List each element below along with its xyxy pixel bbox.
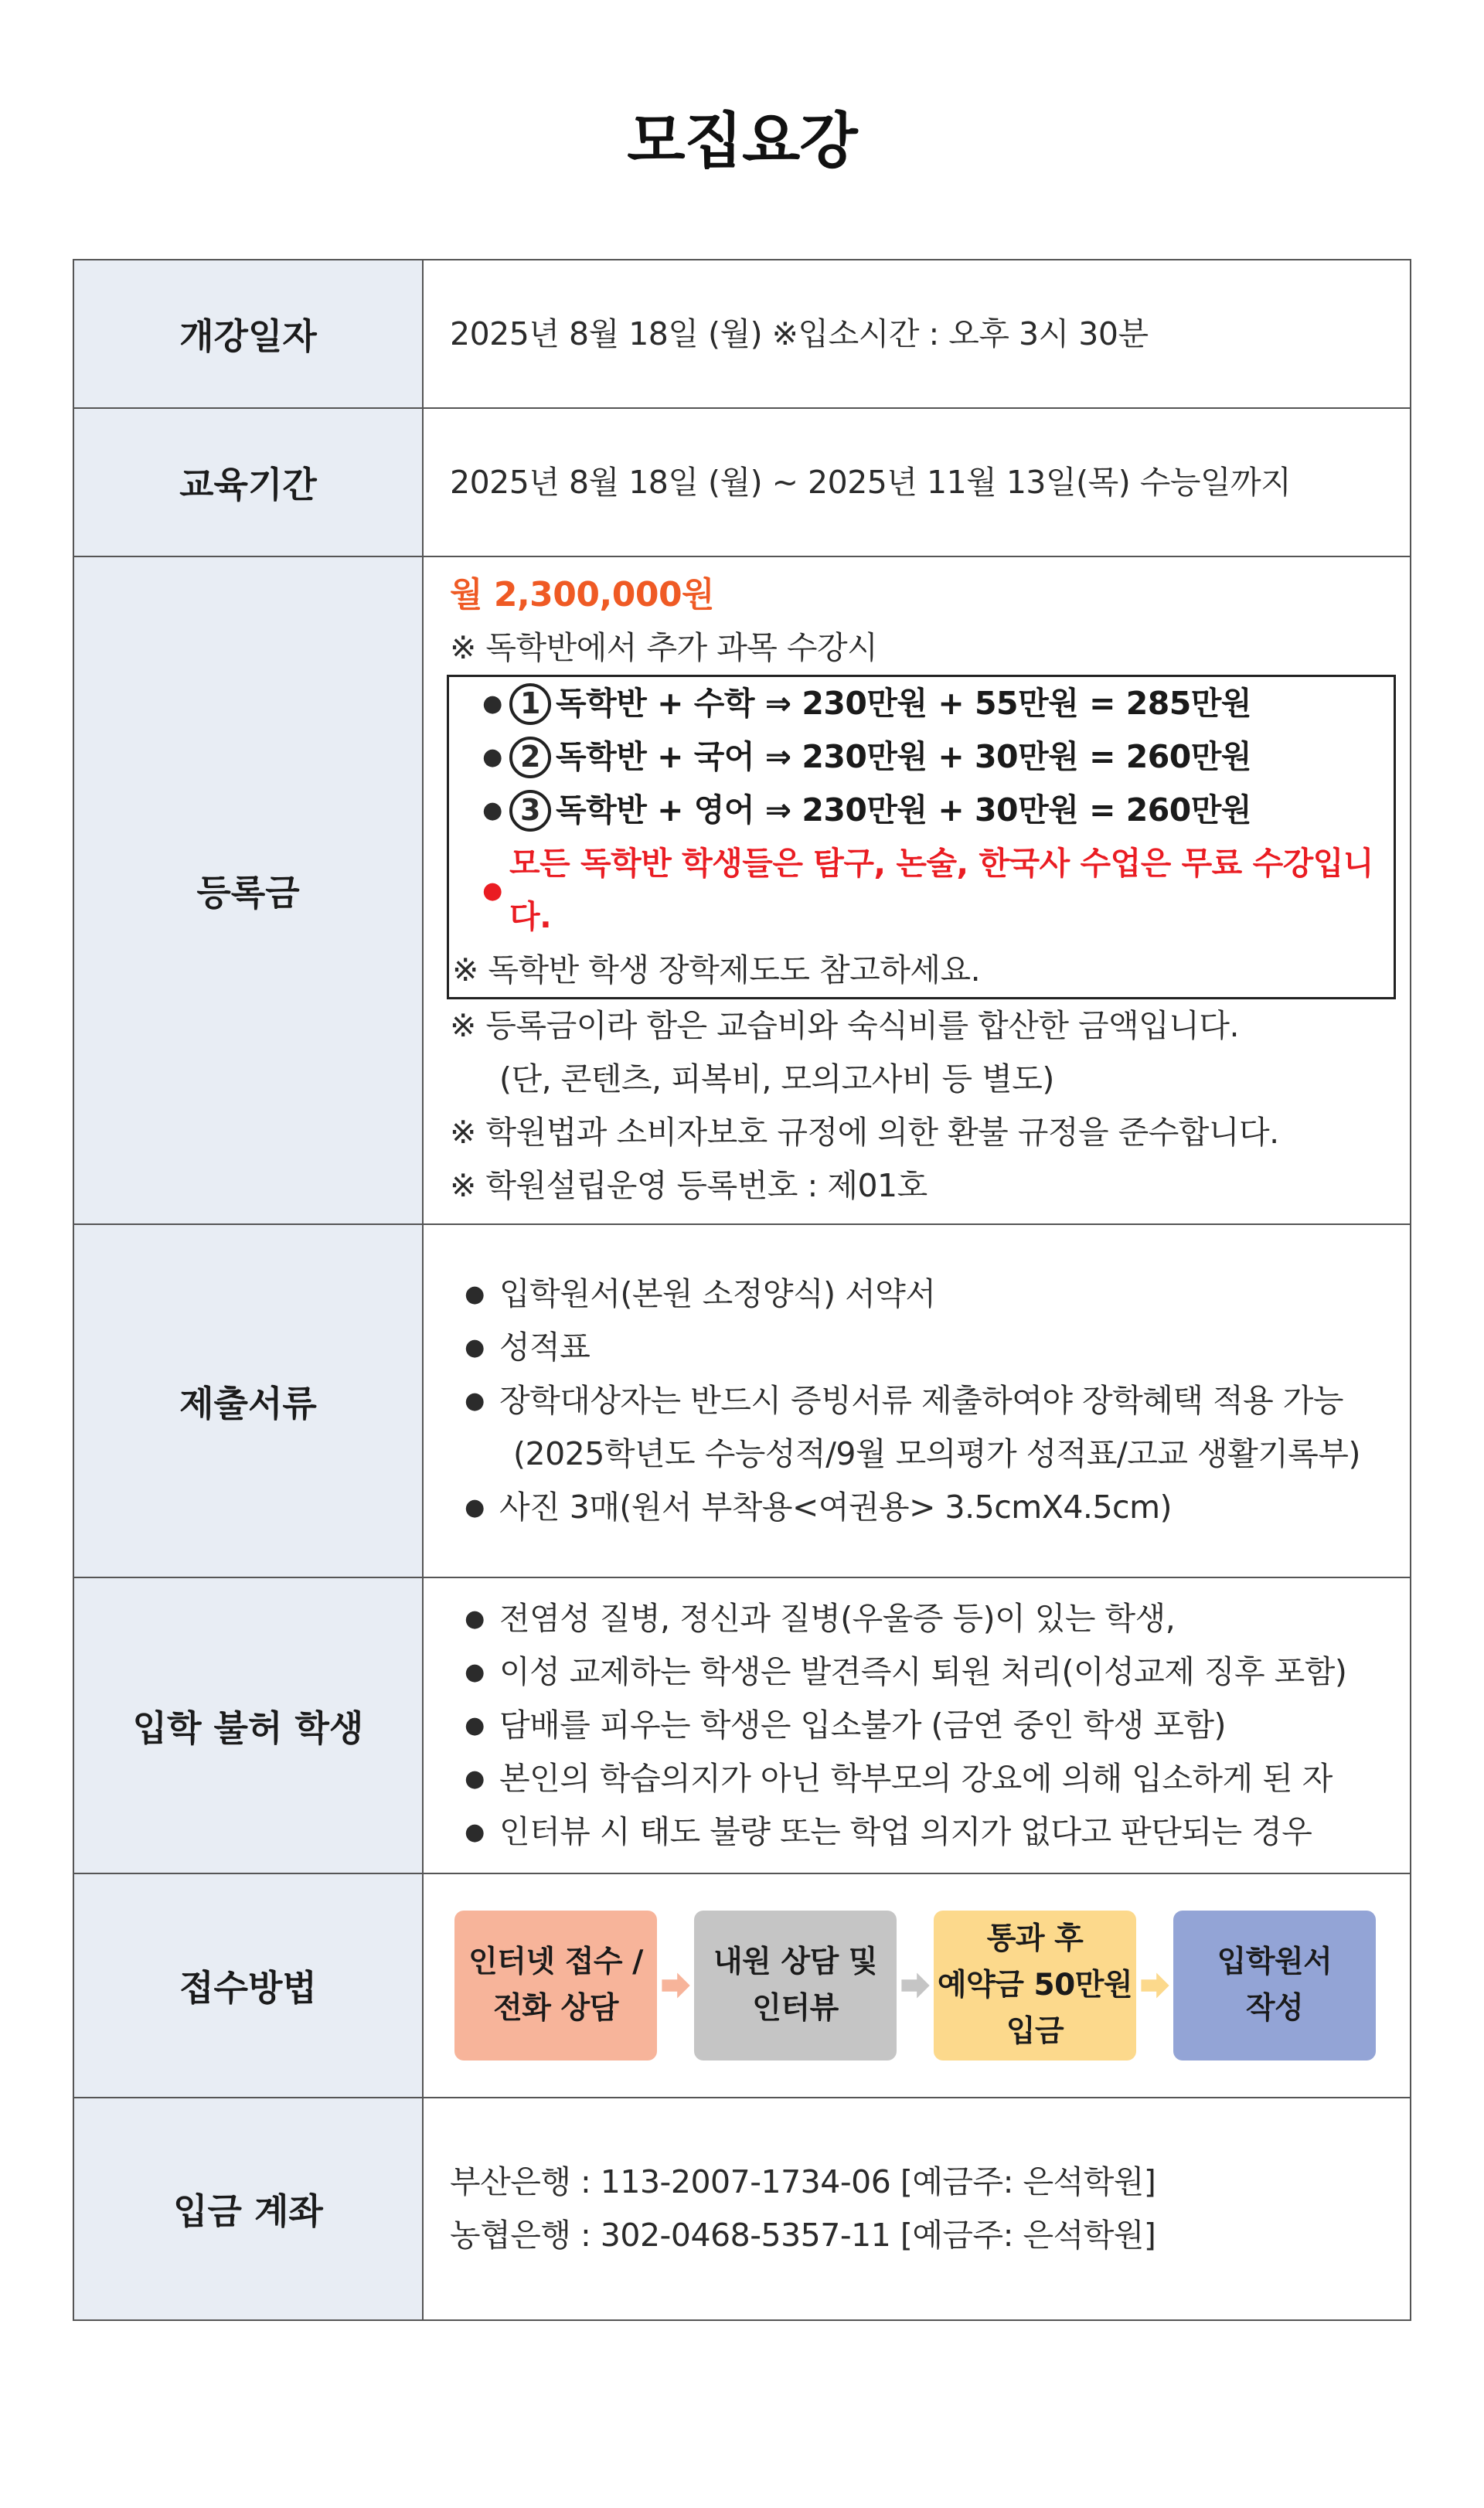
arrow-right-icon — [657, 1962, 694, 2009]
tuition-note: ※ 학원법과 소비자보호 규정에 의한 환불 규정을 준수합니다. — [450, 1114, 1279, 1151]
row-value — [424, 1578, 1410, 1873]
bank-account-line: 부산은행 : 113-2007-1734-06 [예금주: 은석학원] — [450, 2163, 1156, 2200]
tuition-price: 월 2,300,000원 — [450, 575, 715, 614]
free-class-text: 모든 독학반 학생들은 탐구, 논술, 한국사 수업은 무료 수강입니다. — [509, 845, 1373, 935]
document-item: 장학대상자는 반드시 증빙서류 제출하여야 장학혜택 적용 가능 — [499, 1382, 1343, 1419]
row-deposit-account — [74, 2098, 1410, 2321]
row-education-period — [74, 409, 1410, 557]
circled-number: 1 — [509, 683, 551, 725]
tuition-note: ※ 등록금이라 함은 교습비와 숙식비를 합산한 금액입니다. — [450, 1007, 1240, 1044]
bullet-icon: ● — [465, 1819, 485, 1846]
row-application-method — [74, 1874, 1410, 2098]
bullet-icon: ● — [465, 1765, 485, 1792]
row-label: 개강일자 — [74, 260, 424, 407]
bullet-icon: ● — [465, 1334, 485, 1361]
bank-account-line: 농협은행 : 302-0468-5357-11 [예금주: 은석학원] — [450, 2217, 1156, 2254]
restriction-item: 담배를 피우는 학생은 입소불가 (금연 중인 학생 포함) — [499, 1707, 1226, 1744]
row-label: 접수방법 — [74, 1874, 424, 2097]
extra-subject-note: ※ 독학반에서 추가 과목 수강시 — [450, 629, 878, 666]
row-documents — [74, 1225, 1410, 1578]
row-label: 입금 계좌 — [74, 2098, 424, 2319]
recruitment-table — [73, 259, 1411, 2321]
row-value — [424, 557, 1419, 1223]
restriction-item: 본인의 학습의지가 아닌 학부모의 강요에 의해 입소하게 된 자 — [499, 1760, 1333, 1797]
option-item — [452, 677, 1386, 730]
document-item: 성적표 — [499, 1329, 591, 1366]
option-item — [452, 730, 1386, 784]
bullet-icon: ● — [465, 1712, 485, 1739]
circled-number: 2 — [509, 737, 551, 778]
row-not-admitted — [74, 1578, 1410, 1874]
scholarship-note: ※ 독학반 학생 장학제도도 참고하세요. — [452, 951, 981, 989]
list-item — [450, 1752, 1387, 1805]
free-class-item — [452, 837, 1386, 944]
row-tuition — [74, 557, 1410, 1225]
application-flow — [424, 1874, 1410, 2097]
tuition-note: (단, 콘텐츠, 피복비, 모의고사비 등 별도) — [499, 1060, 1054, 1097]
education-period-text: 2025년 8월 18일 (월) ~ 2025년 11월 13일(목) 수능일까지 — [450, 463, 1292, 501]
list-item — [450, 1645, 1387, 1699]
page-title: 모집요강 — [627, 107, 857, 176]
bullet-icon: ● — [482, 744, 502, 771]
circled-number: 3 — [509, 790, 551, 832]
row-opening-date — [74, 260, 1410, 409]
restriction-item: 인터뷰 시 태도 불량 또는 학업 의지가 없다고 판단되는 경우 — [499, 1813, 1312, 1850]
restriction-item: 전염성 질병, 정신과 질병(우울증 등)이 있는 학생, — [499, 1600, 1176, 1637]
tuition-note: ※ 학원설립운영 등록번호 : 제01호 — [450, 1167, 928, 1204]
bullet-icon: ● — [465, 1387, 485, 1414]
step-box: 내원 상담 및 인터뷰 — [694, 1911, 897, 2061]
arrow-right-icon — [1136, 1962, 1173, 2009]
row-label: 등록금 — [74, 557, 424, 1223]
option-item — [452, 784, 1386, 837]
bullet-icon: ● — [482, 690, 502, 717]
list-item — [450, 1805, 1387, 1859]
option-text: 독학반 + 국어 ⇒ 230만원 + 30만원 = 260만원 — [556, 738, 1251, 775]
list-item — [450, 1374, 1387, 1428]
row-value — [424, 2098, 1410, 2319]
document-item: 사진 3매(원서 부착용<여권용> 3.5cmX4.5cm) — [499, 1489, 1173, 1526]
step-box: 입학원서 작성 — [1173, 1911, 1376, 2061]
list-item — [450, 1321, 1387, 1374]
bullet-icon: ● — [465, 1494, 485, 1521]
bullet-icon: ● — [465, 1281, 485, 1308]
document-sub-item: (2025학년도 수능성적/9월 모의평가 성적표/고교 생활기록부) — [513, 1435, 1361, 1472]
step-box: 인터넷 접수 / 전화 상담 — [454, 1911, 657, 2061]
row-value — [424, 260, 1410, 407]
list-item — [450, 1592, 1387, 1645]
subject-options-box — [447, 675, 1396, 999]
document-item: 입학원서(본원 소정양식) 서약서 — [499, 1275, 936, 1312]
bullet-icon: ● — [465, 1605, 485, 1632]
bullet-icon: ● — [482, 797, 502, 824]
row-label: 제출서류 — [74, 1225, 424, 1577]
restriction-item: 이성 교제하는 학생은 발견즉시 퇴원 처리(이성교제 징후 포함) — [499, 1653, 1347, 1690]
arrow-right-icon — [897, 1962, 934, 2009]
step-box: 통과 후 예약금 50만원 입금 — [934, 1911, 1136, 2061]
bullet-icon: ● — [482, 876, 502, 904]
list-item — [450, 1481, 1387, 1534]
option-text: 독학반 + 영어 ⇒ 230만원 + 30만원 = 260만원 — [556, 791, 1251, 829]
row-value — [424, 1225, 1410, 1577]
row-label: 입학 불허 학생 — [74, 1578, 424, 1873]
list-item — [450, 1268, 1387, 1321]
list-item — [450, 1699, 1387, 1752]
opening-date-text: 2025년 8월 18일 (월) ※입소시간 : 오후 3시 30분 — [450, 315, 1149, 352]
row-value — [424, 409, 1410, 556]
row-label: 교육기간 — [74, 409, 424, 556]
option-text: 독학반 + 수학 ⇒ 230만원 + 55만원 = 285만원 — [556, 685, 1251, 722]
bullet-icon: ● — [465, 1659, 485, 1686]
